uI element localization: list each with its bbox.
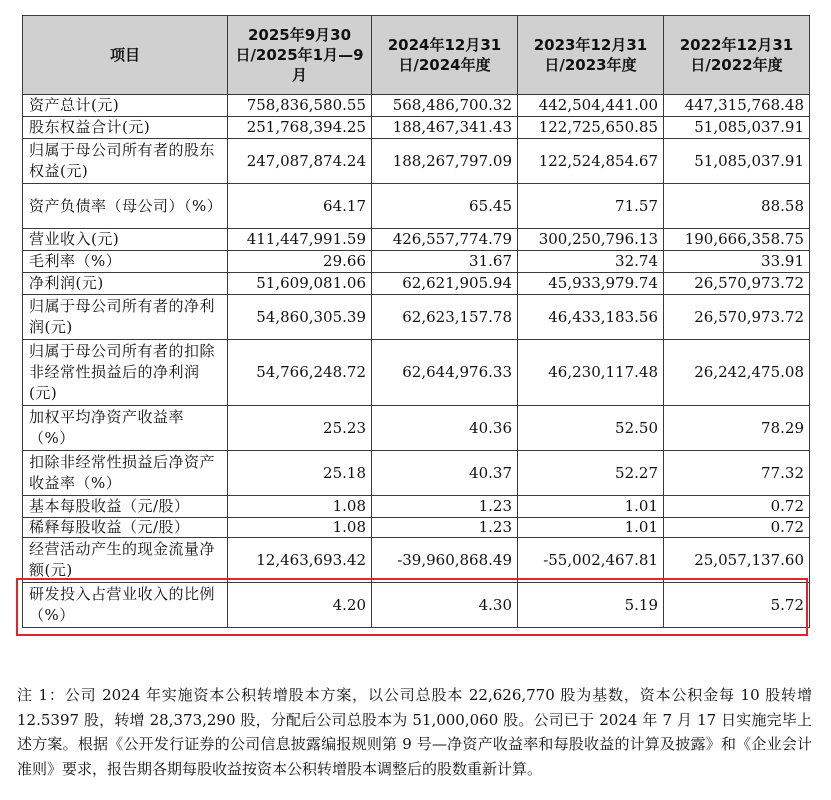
cell-value: 51,609,081.06 — [228, 273, 372, 295]
cell-value: 426,557,774.79 — [372, 229, 518, 251]
table-row — [23, 117, 810, 139]
cell-value: 442,504,441.00 — [518, 95, 664, 117]
cell-value: 33.91 — [664, 251, 810, 273]
cell-value: 52.50 — [518, 406, 664, 451]
cell-value: 51,085,037.91 — [664, 139, 810, 184]
cell-value: 54,860,305.39 — [228, 295, 372, 340]
cell-value: 29.66 — [228, 251, 372, 273]
cell-value: 188,467,341.43 — [372, 117, 518, 139]
cell-value: 62,621,905.94 — [372, 273, 518, 295]
cell-value: 65.45 — [372, 184, 518, 229]
cell-value: 26,570,973.72 — [664, 295, 810, 340]
table-row — [23, 518, 810, 538]
financial-data-table — [22, 15, 810, 628]
header-2024: 2024年12月31日/2024年度 — [372, 16, 518, 95]
cell-value: 188,267,797.09 — [372, 139, 518, 184]
cell-value — [664, 518, 810, 538]
cell-value: 46,433,183.56 — [518, 295, 664, 340]
row-label: 扣除非经常性损益后净资产收益率（%） — [23, 451, 228, 496]
cell-value: 122,725,650.85 — [518, 117, 664, 139]
cell-value: 300,250,796.13 — [518, 229, 664, 251]
cell-value: 52.27 — [518, 451, 664, 496]
cell-value: 26,570,973.72 — [664, 273, 810, 295]
cell-value: 54,766,248.72 — [228, 340, 372, 406]
header-2022: 2022年12月31日/2022年度 — [664, 16, 810, 95]
table-row-highlighted — [23, 538, 810, 583]
cell-value-text: 0.72 — [770, 518, 804, 536]
cell-value: -55,002,467.81 — [518, 538, 664, 583]
cell-value: 247,087,874.24 — [228, 139, 372, 184]
cell-value — [228, 518, 372, 538]
cell-value-text: 1.08 — [332, 518, 366, 536]
footnote: 注 1：公司 2024 年实施资本公积转增股本方案，以公司总股本 22,626,770 股为基数，资本公积金每 10 股转增 12.5397 股，转增 28,373,290 股，分配后公司总股本为 51,000,060 股。公司已于 2024 年 7 月 17 日实施完毕上述方案。根据《公开发行证券的公司信息披露编报规则第 9 号—净资产收益率和每股收益的计算及披露》和《企业会计准则》要求，报告期各期每股收益按资本公积转增股本调整后的股数重新计算。 — [17, 686, 812, 778]
table-row — [23, 229, 810, 251]
table-header-row — [23, 16, 810, 95]
table-row — [23, 139, 810, 184]
table-row — [23, 340, 810, 406]
cell-value: 77.32 — [664, 451, 810, 496]
table-row — [23, 496, 810, 518]
cell-value: 78.29 — [664, 406, 810, 451]
row-label: 归属于母公司所有者的净利润(元) — [23, 295, 228, 340]
table-row — [23, 273, 810, 295]
table-row — [23, 583, 810, 628]
cell-value: 25.23 — [228, 406, 372, 451]
table-row — [23, 95, 810, 117]
cell-value-text: 1.01 — [624, 518, 658, 536]
row-label — [23, 518, 228, 538]
cell-value: 62,644,976.33 — [372, 340, 518, 406]
header-2025q3: 2025年9月30日/2025年1月—9月 — [228, 16, 372, 95]
row-label: 基本每股收益（元/股） — [23, 496, 228, 518]
row-label: 资产总计(元) — [23, 95, 228, 117]
cell-value: 25.18 — [228, 451, 372, 496]
row-label: 研发投入占营业收入的比例（%） — [23, 583, 228, 628]
cell-value: 1.01 — [518, 496, 664, 518]
row-label: 归属于母公司所有者的扣除非经常性损益后的净利润(元) — [23, 340, 228, 406]
cell-value: 251,768,394.25 — [228, 117, 372, 139]
row-label: 毛利率（%） — [23, 251, 228, 273]
header-item: 项目 — [23, 16, 228, 95]
cell-value: 31.67 — [372, 251, 518, 273]
cell-value: 51,085,037.91 — [664, 117, 810, 139]
table-row — [23, 295, 810, 340]
financial-table-container — [22, 15, 809, 628]
cell-value: 88.58 — [664, 184, 810, 229]
cell-value: 5.19 — [518, 583, 664, 628]
cell-value: 0.72 — [664, 496, 810, 518]
row-label: 经营活动产生的现金流量净额(元) — [23, 538, 228, 583]
table-row — [23, 251, 810, 273]
cell-value: 40.36 — [372, 406, 518, 451]
cell-value: 447,315,768.48 — [664, 95, 810, 117]
row-label: 资产负债率（母公司）（%） — [23, 184, 228, 229]
cell-value: 190,666,358.75 — [664, 229, 810, 251]
cell-value: 4.30 — [372, 583, 518, 628]
cell-value-text: 1.23 — [478, 518, 512, 536]
cell-value: 122,524,854.67 — [518, 139, 664, 184]
table-row — [23, 406, 810, 451]
row-label-text: 稀释每股收益（元/股） — [29, 518, 190, 536]
cell-value: 71.57 — [518, 184, 664, 229]
cell-value — [372, 518, 518, 538]
cell-value: 32.74 — [518, 251, 664, 273]
table-row — [23, 451, 810, 496]
cell-value: 64.17 — [228, 184, 372, 229]
row-label: 营业收入(元) — [23, 229, 228, 251]
header-2023: 2023年12月31日/2023年度 — [518, 16, 664, 95]
cell-value: 46,230,117.48 — [518, 340, 664, 406]
cell-value — [518, 518, 664, 538]
cell-value: 62,623,157.78 — [372, 295, 518, 340]
cell-value: 568,486,700.32 — [372, 95, 518, 117]
row-label: 股东权益合计(元) — [23, 117, 228, 139]
cell-value: 5.72 — [664, 583, 810, 628]
cell-value: 25,057,137.60 — [664, 538, 810, 583]
cell-value: -39,960,868.49 — [372, 538, 518, 583]
row-label: 归属于母公司所有者的股东权益(元) — [23, 139, 228, 184]
cell-value: 40.37 — [372, 451, 518, 496]
cell-value: 1.08 — [228, 496, 372, 518]
cell-value: 1.23 — [372, 496, 518, 518]
cell-value: 758,836,580.55 — [228, 95, 372, 117]
cell-value: 411,447,991.59 — [228, 229, 372, 251]
table-row — [23, 184, 810, 229]
cell-value: 4.20 — [228, 583, 372, 628]
cell-value: 26,242,475.08 — [664, 340, 810, 406]
cell-value: 45,933,979.74 — [518, 273, 664, 295]
cell-value: 12,463,693.42 — [228, 538, 372, 583]
row-label: 净利润(元) — [23, 273, 228, 295]
row-label: 加权平均净资产收益率（%） — [23, 406, 228, 451]
